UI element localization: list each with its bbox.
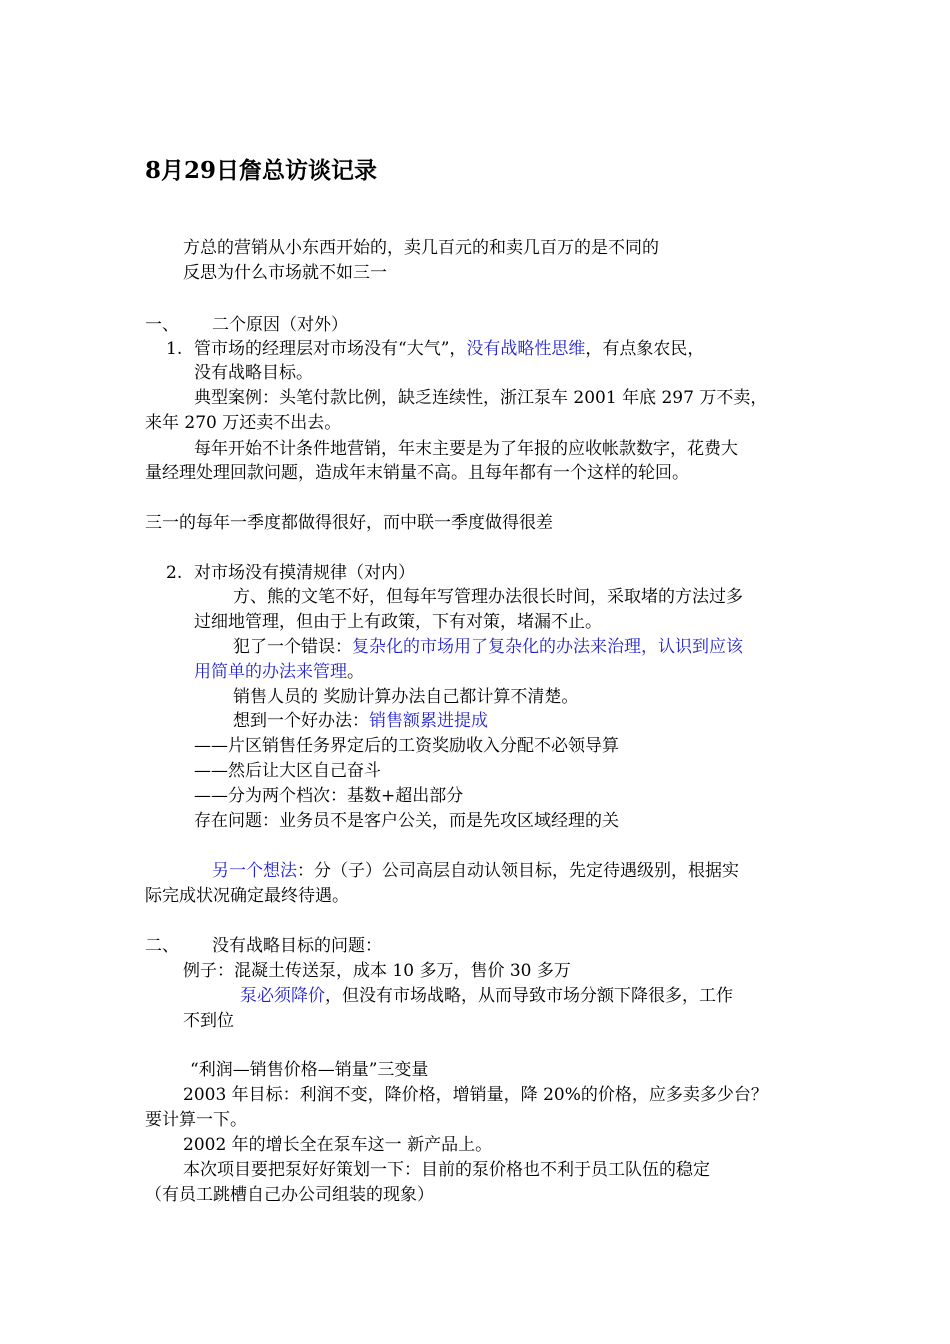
intro-line-1: 方总的营销从小东西开始的，卖几百元的和卖几百万的是不同的 [183,238,659,258]
pump-line-2: 不到位 [183,1011,234,1031]
pump-line-1 [240,984,733,1009]
pump-text-1: ，但没有市场战略，从而导致市场分额下降很多，工作 [325,986,733,1006]
idea-line [233,709,488,734]
project-line-1: 本次项目要把泵好好策划一下：目前的泵价格也不利于员工队伍的稳定 [183,1160,710,1180]
example-line: 例子：混凝土传送泵，成本 10 多万，售价 30 多万 [183,961,571,981]
section-1-heading: 二个原因（对外） [212,315,348,335]
dash-line-2: ——然后让大区自己奋斗 [194,761,381,781]
mistake-highlight-2: 用简单的办法来管理 [194,662,347,682]
another-idea-highlight: 另一个想法 [212,861,297,881]
item-1-text [194,337,704,362]
another-idea-line-1 [212,859,739,884]
idea-prefix: 想到一个好办法： [233,711,369,731]
another-idea-text-1: ：分（子）公司高层自动认领目标，先定待遇级别，根据实 [297,861,739,881]
dash-line-1: ——片区销售任务界定后的工资奖励收入分配不必领导算 [194,736,619,756]
three-variables: “利润—销售价格—销量”三变量 [190,1060,429,1080]
sales-line: 销售人员的 奖励计算办法自己都计算不清楚。 [233,687,579,707]
sany-compare: 三一的每年一季度都做得很好，而中联一季度做得很差 [145,513,553,533]
item-1-text-d: 没有战略目标。 [194,363,313,383]
mistake-line-2 [194,660,364,685]
pump-highlight: 泵必须降价 [240,986,325,1006]
section-1-number: 一、 [145,315,179,335]
yearly-line-1: 每年开始不计条件地营销，年末主要是为了年报的应收帐款数字，花费大 [194,439,738,459]
item-2-p1-line-1: 方、熊的文笔不好，但每年写管理办法很长时间，采取堵的方法过多 [233,587,743,607]
item-1-text-c: ，有点象农民， [585,339,705,359]
mistake-highlight-1: 复杂化的市场用了复杂化的办法来治理，认识到应该 [352,637,743,657]
intro-line-2: 反思为什么市场就不如三一 [183,263,387,283]
goal-line-2: 要计算一下。 [145,1110,247,1130]
mistake-prefix: 犯了一个错误： [233,637,352,657]
case-line-2: 来年 270 万还卖不出去。 [145,413,342,433]
idea-highlight: 销售额累进提成 [369,711,488,731]
dash-line-3: ——分为两个档次：基数+超出部分 [194,786,464,806]
goal-line-1: 2003 年目标：利润不变，降价格，增销量，降 20%的价格，应多卖多少台？ [183,1085,768,1105]
mistake-end: 。 [347,662,364,682]
item-2-heading: 对市场没有摸清规律（对内） [194,563,415,583]
project-line-2: （有员工跳槽自己办公司组装的现象） [145,1185,434,1205]
item-1-highlight: 没有战略性思维 [466,339,586,359]
case-line-1: 典型案例：头笔付款比例，缺乏连续性，浙江泵车 2001 年底 297 万不卖， [194,388,768,408]
section-2-heading: 没有战略目标的问题： [212,936,382,956]
section-2-number: 二、 [145,936,179,956]
yearly-line-2: 量经理处理回款问题，造成年末销量不高。且每年都有一个这样的轮回。 [145,463,689,483]
item-1-number: 1. [166,339,183,359]
item-2-p1-line-2: 过细地管理，但由于上有政策，下有对策，堵漏不止。 [194,612,602,632]
mistake-line-1 [233,635,743,660]
page-title: 8月29日詹总访谈记录 [145,157,378,184]
item-1-text-a: 管市场的经理层对市场没有“大气”， [194,339,467,359]
another-idea-line-2: 际完成状况确定最终待遇。 [145,886,349,906]
item-2-number: 2. [166,563,183,583]
growth-line: 2002 年的增长全在泵车这一 新产品上。 [183,1135,493,1155]
issue-line: 存在问题：业务员不是客户公关，而是先攻区域经理的关 [194,811,619,831]
